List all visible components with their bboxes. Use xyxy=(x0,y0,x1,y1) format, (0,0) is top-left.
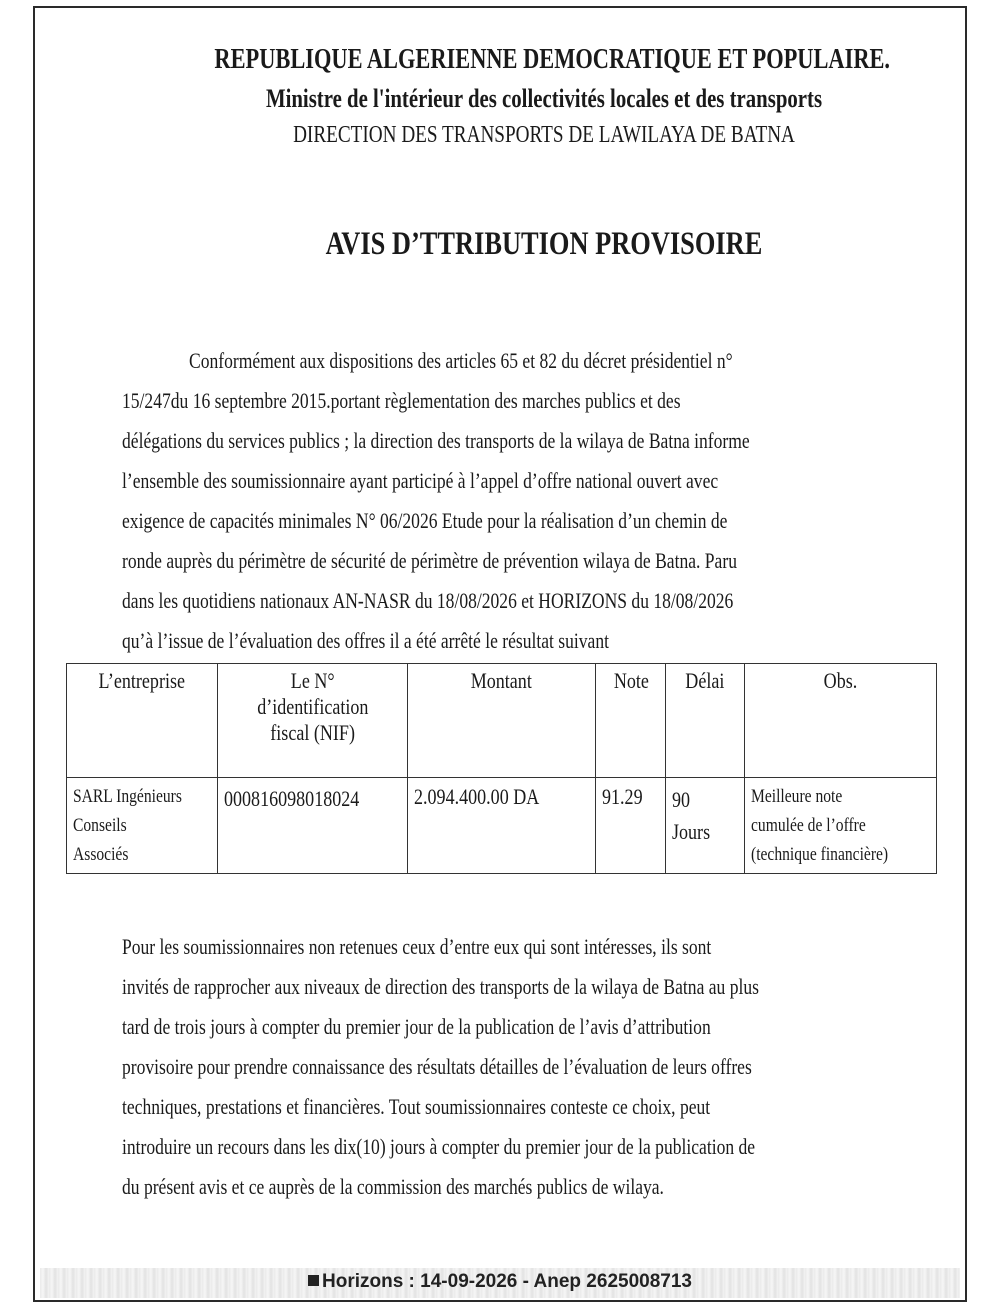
col-header-montant: Montant xyxy=(407,664,596,778)
cell-entreprise: SARL Ingénieurs Conseils Associés xyxy=(67,778,218,874)
closing-line: invités de rapprocher aux niveaux de direction des transports de la wilaya de Batna au plus xyxy=(122,974,759,999)
table-header-row xyxy=(67,664,937,778)
direction-heading: DIRECTION DES TRANSPORTS DE LAWILAYA DE BATNA xyxy=(293,122,795,148)
intro-line: ronde auprès du périmètre de sécurité de périmètre de prévention wilaya de Batna. Paru xyxy=(122,548,737,573)
cell-montant: 2.094.400.00 DA xyxy=(407,778,596,874)
closing-line: techniques, prestations et financières. Tout soumissionnaires conteste ce choix, peut xyxy=(122,1094,711,1119)
intro-line: qu’à l’issue de l’évaluation des offres il a été arrêté le résultat suivant xyxy=(122,628,609,653)
table-row xyxy=(67,778,937,874)
closing-line: provisoire pour prendre connaissance des résultats détailles de l’évaluation de leurs offres xyxy=(122,1054,752,1079)
publication-footer xyxy=(40,1271,960,1293)
republic-heading: REPUBLIQUE ALGERIENNE DEMOCRATIQUE ET POPULAIRE. xyxy=(214,44,891,75)
closing-line: introduire un recours dans les dix(10) jours à compter du premier jour de la publication de xyxy=(122,1134,756,1159)
intro-line: l’ensemble des soumissionnaire ayant participé à l’appel d’offre national ouvert avec xyxy=(122,468,719,493)
intro-line: 15/247du 16 septembre 2015.portant règlementation des marches publics et des xyxy=(122,388,681,413)
cell-nif: 000816098018024 xyxy=(217,778,407,874)
intro-line: Conformément aux dispositions des articles 65 et 82 du décret présidentiel n° xyxy=(189,348,733,373)
ministry-heading: Ministre de l'intérieur des collectivités locales et des transports xyxy=(265,84,823,113)
cell-note: 91.29 xyxy=(596,778,666,874)
col-header-delai: Délai xyxy=(666,664,745,778)
cell-delai: 90 Jours xyxy=(666,778,745,874)
closing-line: Pour les soumissionnaires non retenues ceux d’entre eux qui sont intéresses, ils sont xyxy=(122,934,712,959)
closing-line: tard de trois jours à compter du premier jour de la publication de l’avis d’attribution xyxy=(122,1014,711,1039)
col-header-note: Note xyxy=(596,664,666,778)
col-header-obs: Obs. xyxy=(745,664,937,778)
col-header-nif: Le N° d’identification fiscal (NIF) xyxy=(217,664,407,778)
intro-line: dans les quotidiens nationaux AN-NASR du 18/08/2026 et HORIZONS du 18/08/2026 xyxy=(122,588,734,613)
results-table xyxy=(66,663,937,874)
square-bullet-icon xyxy=(308,1275,319,1286)
intro-line: exigence de capacités minimales N° 06/2026 Etude pour la réalisation d’un chemin de xyxy=(122,508,728,533)
footer-label: Horizons : 14-09-2026 - Anep 2625008713 xyxy=(322,1271,692,1292)
cell-obs: Meilleure note cumulée de l’offre (technique financière) xyxy=(745,778,937,874)
col-header-entreprise: L’entreprise xyxy=(67,664,218,778)
notice-title: AVIS D’TTRIBUTION PROVISOIRE xyxy=(325,226,763,262)
closing-line: du présent avis et ce auprès de la commission des marchés publics de wilaya. xyxy=(122,1174,664,1199)
intro-line: délégations du services publics ; la direction des transports de la wilaya de Batna informe xyxy=(122,428,750,453)
